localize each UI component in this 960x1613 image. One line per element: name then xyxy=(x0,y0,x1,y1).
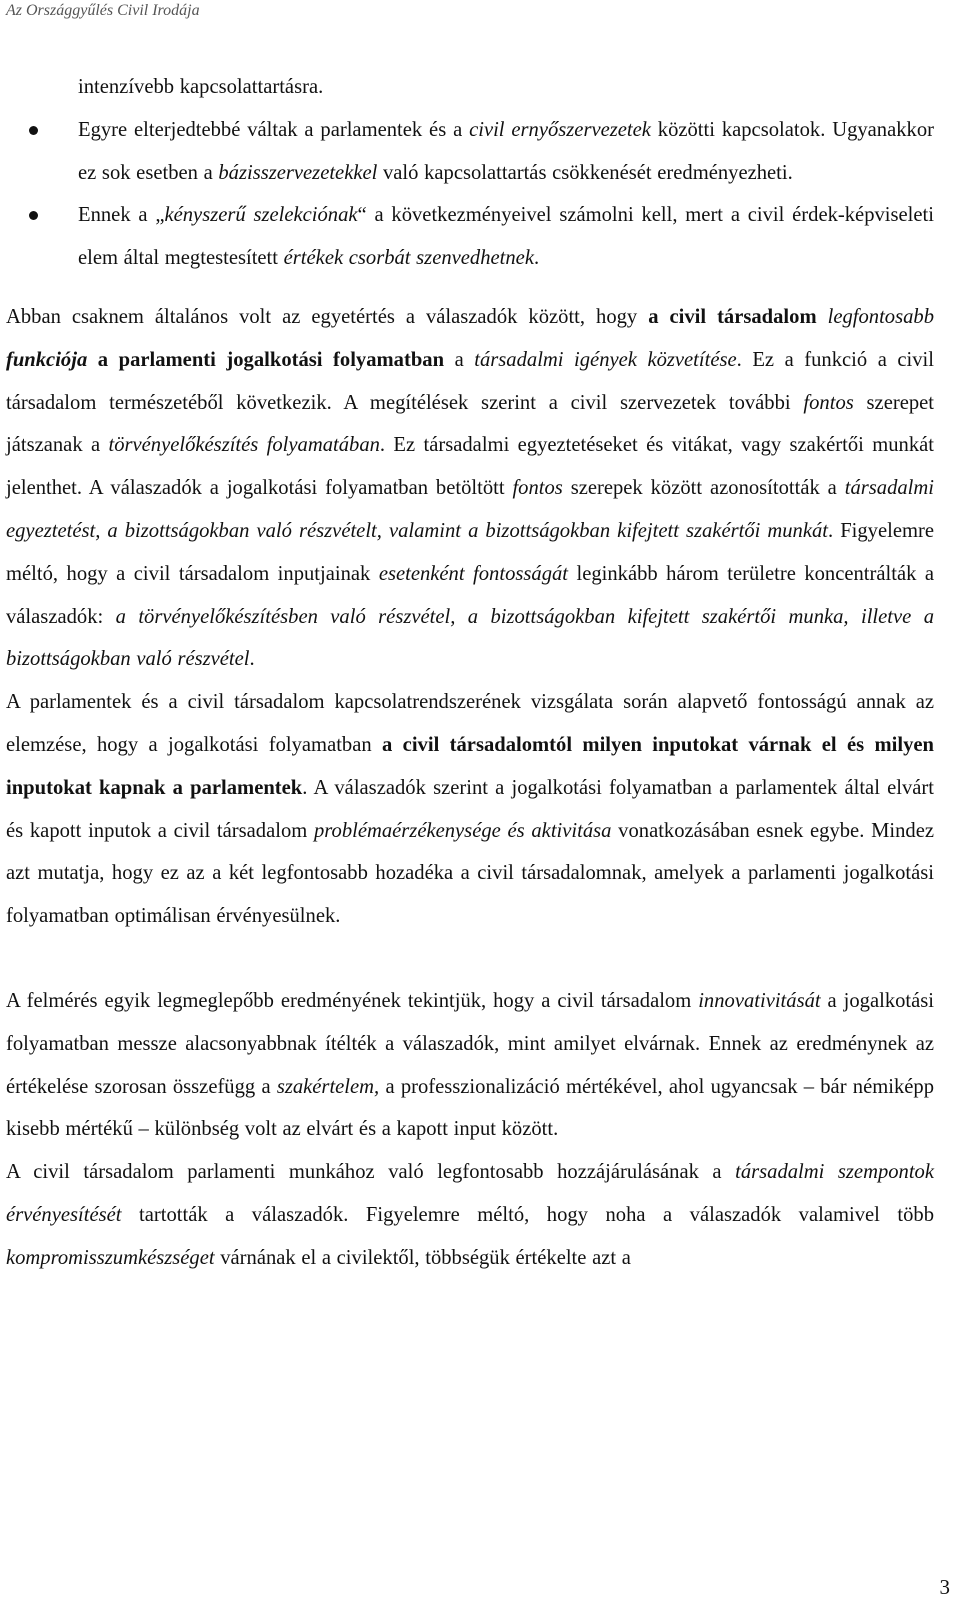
text-run: szakértelem, xyxy=(276,1075,380,1098)
text-run: értékek csorbát szenvedhetnek xyxy=(283,247,534,270)
text-run: bázisszervezetekkel xyxy=(218,161,378,184)
text-run: tartották a válaszadók. Figyelemre méltó, hogy noha a válaszadók valamivel több xyxy=(121,1203,934,1226)
document-body xyxy=(6,66,934,1280)
text-run: a civil társadalom xyxy=(648,305,817,328)
text-run: a jogalkotási folyamatban messze alacsonyabbnak ítélték a válaszadók, mint amilyet elvárnak. Ennek az eredménynek az értékelése szorosan összefügg a xyxy=(6,989,935,1098)
paragraph-inputs xyxy=(6,681,934,938)
text-run: közötti kapcsolatok. Ugyanakkor ez sok esetben a xyxy=(78,118,934,184)
bullet-dot-icon xyxy=(29,126,38,135)
text-run: a xyxy=(444,348,475,371)
text-run: . A válaszadók szerint a jogalkotási folyamatban a parlamentek által elvárt és kapott inputok a civil társadalom xyxy=(6,776,934,842)
text-run: problémaérzékenysége és aktivitása xyxy=(313,819,612,842)
text-run: funkciója xyxy=(6,348,88,371)
paragraph-functions xyxy=(6,296,934,681)
bullet-text xyxy=(78,119,934,184)
bullet-text xyxy=(78,204,934,269)
bullet-dot-icon xyxy=(29,211,38,220)
text-run: intenzívebb kapcsolattartásra. xyxy=(78,76,324,98)
text-run: kompromisszumkészséget xyxy=(6,1246,215,1269)
text-run: A felmérés egyik legmeglepőbb eredményének tekintjük, hogy a civil társadalom xyxy=(6,989,699,1012)
text-run: esetenként fontosságát xyxy=(378,562,569,585)
text-run: a törvényelőkészítésben való részvétel, a bizottságokban kifejtett szakértői munka, illetve a bizottságokban való részvétel xyxy=(6,605,934,671)
text-run: . xyxy=(249,648,255,671)
text-run: kényszerű szelekciónak xyxy=(164,204,358,227)
text-run: szerepet játszanak a xyxy=(6,391,934,457)
paragraph-contribution xyxy=(6,1151,934,1279)
text-run: civil ernyőszervezetek xyxy=(469,118,651,141)
text-run: fontos xyxy=(803,391,854,414)
text-run: társadalmi igények közvetítése xyxy=(474,348,737,371)
text-run: “ a következményeivel számolni kell, mert a civil érdek-képviseleti elem által megtestesített xyxy=(78,204,934,270)
text-run: vonatkozásában esnek egybe. Mindez azt mutatja, hogy ez az a két legfontosabb hozadéka a civil társadalomnak, amelyek a parlamenti jogalkotási folyamatban optimálisan érvényesülnek. xyxy=(6,819,934,928)
text-run: . xyxy=(533,247,540,270)
running-header: Az Országgyűlés Civil Irodája xyxy=(6,2,200,19)
text-run: innovativitását xyxy=(698,989,821,1012)
text-run: leginkább három területre koncentrálták a válaszadók: xyxy=(6,562,934,628)
bullet-item xyxy=(6,109,934,195)
text-run: . Ez a funkció a civil társadalom természetéből következik. A megítélések szerint a civil szervezetek további xyxy=(6,348,934,414)
text-run: törvényelőkészítés folyamatában xyxy=(108,434,380,457)
text-run: a professzionalizáció mértékével, ahol ugyancsak – bár némiképp kisebb mértékű – különbség volt az elvárt és a kapott input között. xyxy=(6,1075,934,1141)
paragraph-innovation xyxy=(6,980,934,1151)
text-run: A civil társadalom parlamenti munkához való legfontosabb hozzájárulásának a xyxy=(6,1161,736,1184)
text-run: Abban csaknem általános volt az egyetértés a válaszadók között, hogy xyxy=(6,305,649,328)
text-run: . Ez társadalmi egyeztetéseket és vitákat, vagy szakértői munkát jelenthet. A válaszadók a jogalkotási folyamatban betöltött xyxy=(6,434,934,500)
text-run: Egyre elterjedtebbé váltak a parlamentek és a xyxy=(78,118,470,141)
continuation-line xyxy=(6,66,934,109)
text-run: fontos xyxy=(512,477,563,500)
text-run: legfontosabb xyxy=(827,305,934,328)
text-run: való kapcsolattartás csökkenését eredményezheti. xyxy=(377,161,793,184)
bullet-list xyxy=(6,109,934,280)
text-run: a civil társadalomtól milyen inputokat várnak el és milyen inputokat kapnak a parlamentek xyxy=(6,733,934,799)
text-run: Ennek a „ xyxy=(78,204,165,227)
text-run: társadalmi egyeztetést, a bizottságokban való részvételt, valamint a bizottságokban kifejtett szakértői munkát xyxy=(6,477,934,542)
text-run: a parlamenti jogalkotási folyamatban xyxy=(87,348,445,371)
text-run: társadalmi szempontok érvényesítését xyxy=(6,1161,934,1226)
text-run: A parlamentek és a civil társadalom kapcsolatrendszerének vizsgálata során alapvető fontosságú annak az elemzése, hogy a jogalkotási folyamatban xyxy=(6,691,934,756)
text-run: várnának el a civilektől, többségük értékelte azt a xyxy=(214,1246,631,1269)
bullet-item xyxy=(6,194,934,280)
text-run xyxy=(817,306,828,328)
page-number: 3 xyxy=(939,1575,950,1599)
text-run: szerepek között azonosították a xyxy=(562,477,845,500)
text-run: . Figyelemre méltó, hogy a civil társadalom inputjainak xyxy=(6,519,934,585)
